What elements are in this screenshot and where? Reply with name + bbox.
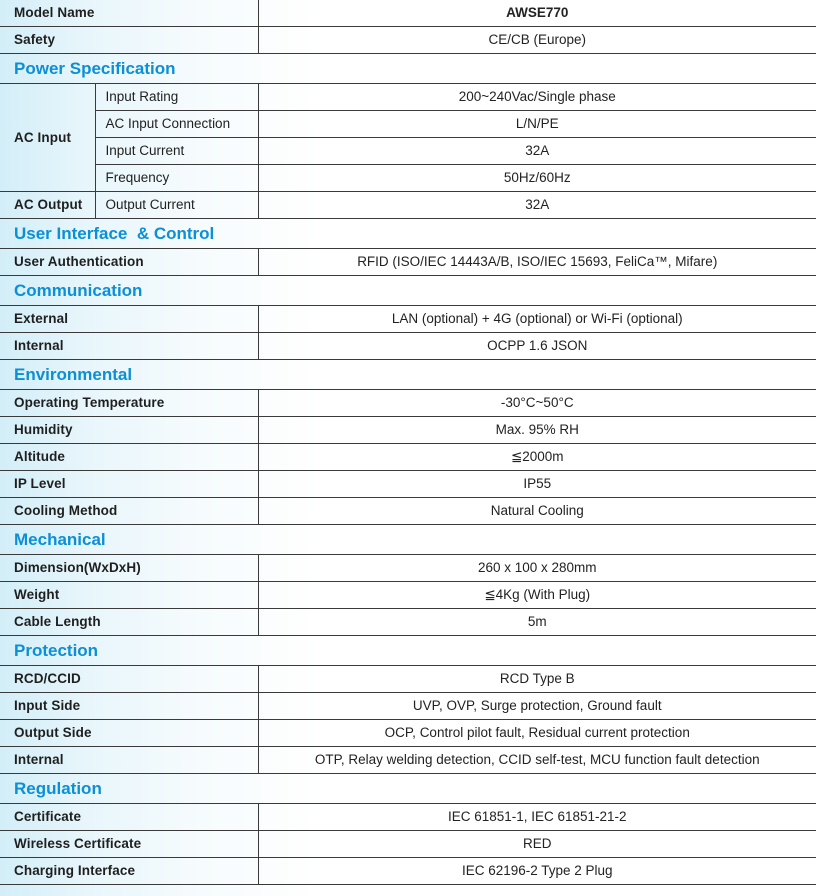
section-communication xyxy=(0,276,816,306)
input-side-label: Input Side xyxy=(0,693,258,720)
dimension-label: Dimension(WxDxH) xyxy=(0,555,258,582)
row-weight xyxy=(0,582,816,609)
internal-protection-value: OTP, Relay welding detection, CCID self-test, MCU function fault detection xyxy=(258,747,816,774)
rcd-ccid-value: RCD Type B xyxy=(258,666,816,693)
frequency-value: 50Hz/60Hz xyxy=(258,165,816,192)
altitude-label: Altitude xyxy=(0,444,258,471)
row-cable-length xyxy=(0,609,816,636)
ip-level-label: IP Level xyxy=(0,471,258,498)
row-certificate xyxy=(0,804,816,831)
row-wireless-certificate xyxy=(0,831,816,858)
section-mechanical xyxy=(0,525,816,555)
charging-interface-label: Charging Interface xyxy=(0,858,258,885)
dimension-value: 260 x 100 x 280mm xyxy=(258,555,816,582)
rcd-ccid-label: RCD/CCID xyxy=(0,666,258,693)
section-title-regulation: Regulation xyxy=(0,774,816,804)
row-rcd-ccid xyxy=(0,666,816,693)
cooling-method-label: Cooling Method xyxy=(0,498,258,525)
safety-label: Safety xyxy=(0,27,258,54)
safety-value: CE/CB (Europe) xyxy=(258,27,816,54)
output-current-value: 32A xyxy=(258,192,816,219)
section-power xyxy=(0,54,816,84)
row-output-side xyxy=(0,720,816,747)
section-title-power: Power Specification xyxy=(0,54,816,84)
output-side-label: Output Side xyxy=(0,720,258,747)
row-internal-protection xyxy=(0,747,816,774)
ac-input-connection-value: L/N/PE xyxy=(258,111,816,138)
humidity-value: Max. 95% RH xyxy=(258,417,816,444)
output-current-label: Output Current xyxy=(95,192,258,219)
row-altitude xyxy=(0,444,816,471)
section-title-mechanical: Mechanical xyxy=(0,525,816,555)
humidity-label: Humidity xyxy=(0,417,258,444)
cooling-method-value: Natural Cooling xyxy=(258,498,816,525)
altitude-value: ≦2000m xyxy=(258,444,816,471)
internal-communication-value: OCPP 1.6 JSON xyxy=(258,333,816,360)
row-ac-output xyxy=(0,192,816,219)
row-dimension xyxy=(0,555,816,582)
input-current-value: 32A xyxy=(258,138,816,165)
row-internal-communication xyxy=(0,333,816,360)
row-operating-temperature xyxy=(0,390,816,417)
row-input-side xyxy=(0,693,816,720)
certificate-value: IEC 61851-1, IEC 61851-21-2 xyxy=(258,804,816,831)
weight-label: Weight xyxy=(0,582,258,609)
operating-temperature-value: -30°C~50°C xyxy=(258,390,816,417)
model-name-label: Model Name xyxy=(0,0,258,27)
row-charging-interface xyxy=(0,858,816,885)
section-environmental xyxy=(0,360,816,390)
cable-length-value: 5m xyxy=(258,609,816,636)
input-side-value: UVP, OVP, Surge protection, Ground fault xyxy=(258,693,816,720)
section-regulation xyxy=(0,774,816,804)
row-ac-input-connection xyxy=(0,111,816,138)
cable-length-label: Cable Length xyxy=(0,609,258,636)
input-rating-label: Input Rating xyxy=(95,84,258,111)
weight-value: ≦4Kg (With Plug) xyxy=(258,582,816,609)
internal-communication-label: Internal xyxy=(0,333,258,360)
section-title-user-interface: User Interface & Control xyxy=(0,219,816,249)
row-ip-level xyxy=(0,471,816,498)
model-name-value: AWSE770 xyxy=(258,0,816,27)
output-side-value: OCP, Control pilot fault, Residual current protection xyxy=(258,720,816,747)
wireless-certificate-label: Wireless Certificate xyxy=(0,831,258,858)
user-authentication-value: RFID (ISO/IEC 14443A/B, ISO/IEC 15693, FeliCa™, Mifare) xyxy=(258,249,816,276)
wireless-certificate-value: RED xyxy=(258,831,816,858)
input-rating-value: 200~240Vac/Single phase xyxy=(258,84,816,111)
external-label: External xyxy=(0,306,258,333)
input-current-label: Input Current xyxy=(95,138,258,165)
frequency-label: Frequency xyxy=(95,165,258,192)
charging-interface-value: IEC 62196-2 Type 2 Plug xyxy=(258,858,816,885)
ac-input-connection-label: AC Input Connection xyxy=(95,111,258,138)
external-value: LAN (optional) + 4G (optional) or Wi-Fi (optional) xyxy=(258,306,816,333)
row-cooling-method xyxy=(0,498,816,525)
section-title-environmental: Environmental xyxy=(0,360,816,390)
row-user-authentication xyxy=(0,249,816,276)
row-model-name xyxy=(0,0,816,27)
row-humidity xyxy=(0,417,816,444)
row-input-rating xyxy=(0,84,816,111)
section-protection xyxy=(0,636,816,666)
section-user-interface xyxy=(0,219,816,249)
operating-temperature-label: Operating Temperature xyxy=(0,390,258,417)
ac-input-label: AC Input xyxy=(0,84,95,192)
row-frequency xyxy=(0,165,816,192)
certificate-label: Certificate xyxy=(0,804,258,831)
section-title-communication: Communication xyxy=(0,276,816,306)
row-input-current xyxy=(0,138,816,165)
user-authentication-label: User Authentication xyxy=(0,249,258,276)
section-title-protection: Protection xyxy=(0,636,816,666)
row-external xyxy=(0,306,816,333)
internal-protection-label: Internal xyxy=(0,747,258,774)
ip-level-value: IP55 xyxy=(258,471,816,498)
ac-output-label: AC Output xyxy=(0,192,95,219)
row-safety xyxy=(0,27,816,54)
